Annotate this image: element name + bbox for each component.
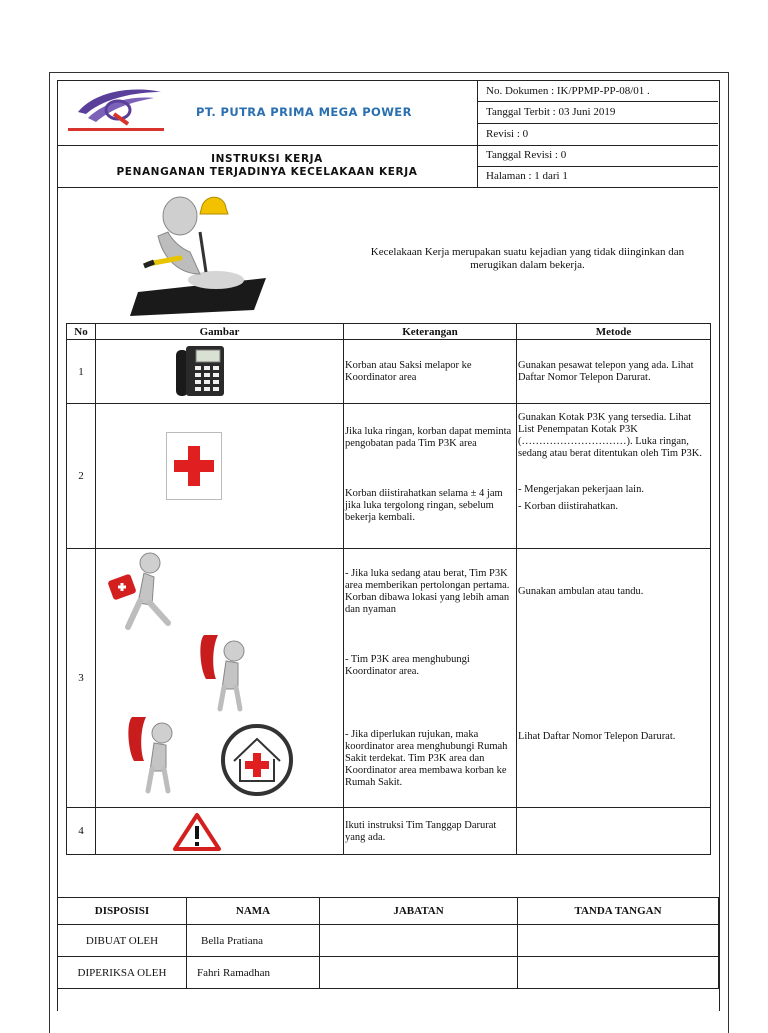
keterangan-text: Jika luka ringan, korban dapat meminta pengobatan pada Tim P3K area	[345, 426, 512, 449]
company-logo	[66, 84, 166, 136]
steps-header-row	[67, 324, 711, 340]
row-keterangan	[344, 404, 517, 549]
disposisi-cell: DIPERIKSA OLEH	[58, 957, 187, 989]
jabatan-cell	[320, 957, 518, 989]
row-keterangan	[344, 549, 517, 808]
col-header-jabatan: JABATAN	[320, 898, 518, 925]
row-number: 4	[67, 808, 96, 855]
metode-text: Gunakan Kotak P3K yang tersedia. Lihat List Penempatan Kotak P3K (…………………………). Luka ringan, sedang atau berat ditentukan oleh Tim P3K.	[518, 412, 703, 459]
disposisi-header-row	[58, 898, 719, 925]
metode-text: Gunakan ambulan atau tandu.	[518, 586, 644, 597]
intro-text: Kecelakaan Kerja merupakan suatu kejadian yang tidak diinginkan dan merugikan dalam bekerja.	[370, 246, 685, 271]
col-header-keterangan: Keterangan	[344, 324, 517, 340]
hospital-icon	[220, 723, 294, 797]
col-header-metode: Metode	[517, 324, 711, 340]
row-metode	[517, 404, 711, 549]
keterangan-text: - Tim P3K area menghubungi Koordinator area.	[345, 654, 470, 677]
table-row	[67, 340, 711, 404]
row-metode	[517, 549, 711, 808]
keterangan-text: - Jika luka sedang atau berat, Tim P3K area memberikan pertolongan pertama. Korban dibawa lokasi yang lebih aman dan nyaman	[345, 568, 510, 615]
meta-halaman: Halaman : 1 dari 1	[486, 170, 568, 182]
col-header-gambar: Gambar	[96, 324, 344, 340]
company-name: PT. PUTRA PRIMA MEGA POWER	[196, 105, 412, 119]
table-row	[58, 925, 719, 957]
metode-text: Lihat Daftar Nomor Telepon Darurat.	[518, 731, 676, 742]
keterangan-text: Korban atau Saksi melapor ke Koordinator area	[345, 360, 472, 383]
meta-tanggal-terbit: Tanggal Terbit : 03 Juni 2019	[486, 106, 616, 118]
row-image-cell	[96, 549, 344, 808]
col-header-no: No	[67, 324, 96, 340]
doc-title: PENANGANAN TERJADINYA KECELAKAAN KERJA	[116, 166, 418, 178]
row-number: 3	[67, 549, 96, 808]
signature-cell	[518, 925, 719, 957]
header-divider	[477, 80, 478, 187]
keterangan-text: Ikuti instruksi Tim Tanggap Darurat yang ada.	[345, 820, 497, 843]
metode-text: - Mengerjakan pekerjaan lain.	[518, 484, 644, 495]
col-header-tanda-tangan: TANDA TANGAN	[518, 898, 719, 925]
meta-tanggal-revisi: Tanggal Revisi : 0	[486, 149, 567, 161]
row-number: 1	[67, 340, 96, 404]
row-keterangan	[344, 808, 517, 855]
phone-call-figure-icon	[196, 629, 256, 715]
table-row	[67, 404, 711, 549]
row-image-cell	[96, 808, 344, 855]
row-image-cell	[96, 404, 344, 549]
nama-cell: Fahri Ramadhan	[187, 957, 320, 989]
injured-worker-illustration	[128, 192, 273, 317]
table-row	[58, 957, 719, 989]
first-aid-cross-icon	[166, 432, 222, 500]
metode-text: Gunakan pesawat telepon yang ada. Lihat Daftar Nomor Telepon Darurat.	[518, 360, 694, 383]
disposisi-cell: DIBUAT OLEH	[58, 925, 187, 957]
phone-call-figure-icon	[124, 711, 184, 797]
keterangan-text: Korban diistirahatkan selama ± 4 jam jika luka tergolong ringan, sebelum bekerja kembali.	[345, 488, 503, 523]
row-metode	[517, 808, 711, 855]
doc-type: INSTRUKSI KERJA	[211, 153, 323, 165]
warning-triangle-icon	[172, 812, 222, 852]
row-image-cell	[96, 340, 344, 404]
row-metode	[517, 340, 711, 404]
table-row	[67, 549, 711, 808]
nama-cell: Bella Pratiana	[187, 925, 320, 957]
col-header-nama: NAMA	[187, 898, 320, 925]
table-row	[67, 808, 711, 855]
steps-table	[66, 323, 711, 855]
first-aid-runner-icon	[108, 551, 178, 637]
col-header-disposisi: DISPOSISI	[58, 898, 187, 925]
jabatan-cell	[320, 925, 518, 957]
telephone-icon	[176, 344, 226, 398]
metode-text: - Korban diistirahatkan.	[518, 501, 619, 512]
row-keterangan	[344, 340, 517, 404]
meta-no-dokumen: No. Dokumen : IK/PPMP-PP-08/01 .	[486, 85, 650, 97]
keterangan-text: - Jika diperlukan rujukan, maka koordinator area menghubungi Rumah Sakit terdekat. Tim P3K area dan Koordinator area membawa korban ke Rumah Sakit.	[345, 729, 508, 788]
meta-revisi: Revisi : 0	[486, 128, 529, 140]
row-number: 2	[67, 404, 96, 549]
disposisi-table	[57, 897, 719, 989]
signature-cell	[518, 957, 719, 989]
